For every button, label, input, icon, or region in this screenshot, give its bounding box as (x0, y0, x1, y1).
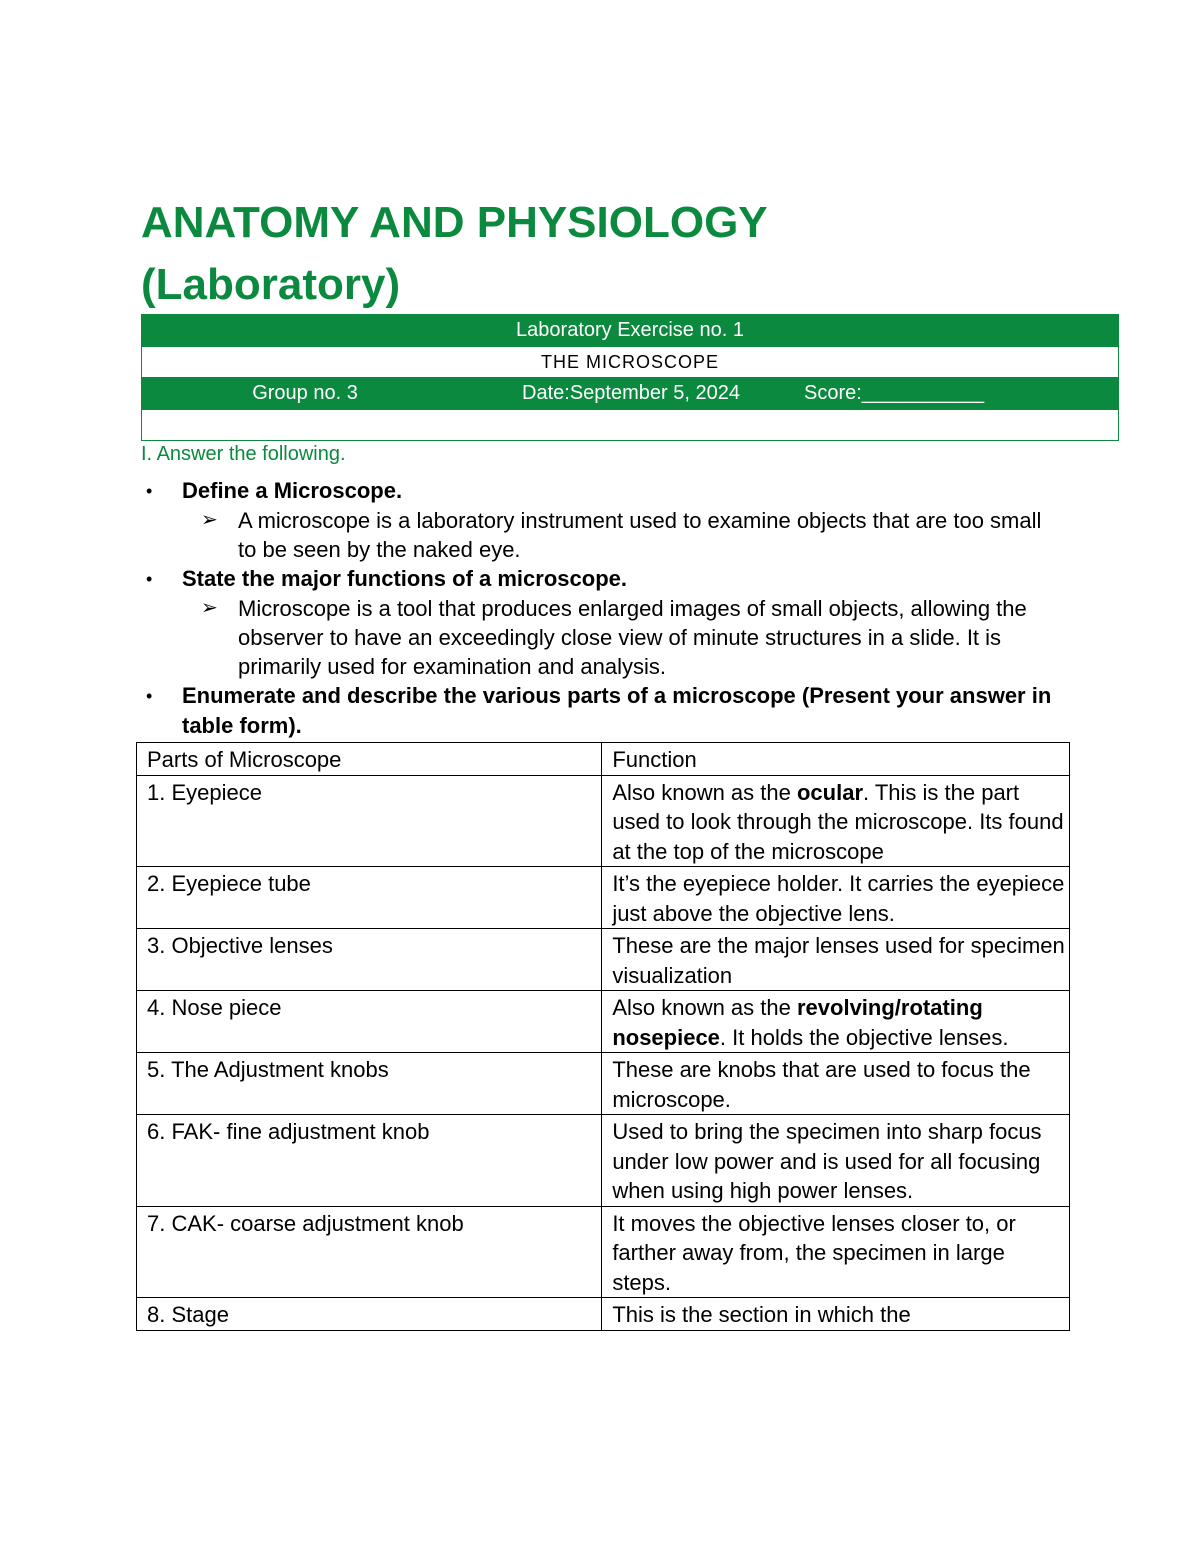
section-heading: I. Answer the following. (141, 443, 346, 465)
column-header-parts: Parts of Microscope (137, 743, 602, 776)
document-title (141, 192, 768, 316)
function-text: These are knobs that are used to focus the microscope. (612, 1057, 1031, 1112)
part-function-cell (602, 1298, 1070, 1331)
part-function-cell (602, 775, 1070, 867)
table-row (137, 1298, 1070, 1331)
part-function-cell (602, 867, 1070, 929)
function-term: ocular (796, 779, 864, 805)
table-row (137, 775, 1070, 867)
table-row (137, 867, 1070, 929)
part-function-cell (602, 1053, 1070, 1115)
exercise-date: Date:September 5, 2024 (522, 382, 740, 404)
part-name-cell: 7. CAK- coarse adjustment knob (137, 1206, 602, 1298)
part-name-cell: 4. Nose piece (137, 991, 602, 1053)
answer-item (201, 506, 1061, 564)
question-text: Enumerate and describe the various parts of a microscope (Present your answer in table form). (182, 683, 1052, 738)
part-name-cell: 6. FAK- fine adjustment knob (137, 1115, 602, 1207)
question-text: State the major functions of a microscope. (182, 566, 627, 591)
header-empty-row (142, 410, 1119, 441)
part-name-cell: 8. Stage (137, 1298, 602, 1331)
function-text: It moves the objective lenses closer to, or farther away from, the specimen in large steps. (612, 1210, 1016, 1295)
table-row (137, 1206, 1070, 1298)
function-text: Used to bring the specimen into sharp focus under low power and is used for all focusing when using high power lenses. (612, 1119, 1042, 1203)
function-text: This is the section in which the (612, 1302, 911, 1327)
exercise-number: Laboratory Exercise no. 1 (142, 315, 1119, 347)
table-row (137, 991, 1070, 1053)
exercise-header-table (141, 314, 1119, 441)
bullet-icon: • (146, 686, 153, 706)
part-name-cell: 5. The Adjustment knobs (137, 1053, 602, 1115)
function-text: These are the major lenses used for specimen visualization (612, 933, 1065, 988)
table-row (137, 929, 1070, 991)
question-item (141, 476, 1061, 506)
function-text: . It holds the objective lenses. (719, 1024, 1009, 1050)
part-name-cell: 1. Eyepiece (137, 775, 602, 867)
function-term: revolving/rotating nosepiece (612, 995, 983, 1050)
question-item (141, 564, 1061, 594)
bullet-icon: • (146, 569, 153, 589)
bullet-icon: • (146, 481, 153, 501)
answer-text: A microscope is a laboratory instrument used to examine objects that are too small to be seen by the naked eye. (238, 508, 1042, 562)
part-function-cell (602, 1206, 1070, 1298)
column-header-function: Function (602, 743, 1070, 776)
function-text: It’s the eyepiece holder. It carries the eyepiece just above the objective lens. (612, 871, 1065, 926)
title-line-2: (Laboratory) (141, 260, 401, 309)
part-function-cell (602, 991, 1070, 1053)
table-row (137, 1115, 1070, 1207)
part-name-cell: 3. Objective lenses (137, 929, 602, 991)
answer-item (201, 594, 1061, 681)
title-line-1: ANATOMY AND PHYSIOLOGY (141, 198, 768, 247)
function-text: Also known as the (612, 995, 797, 1020)
function-text: . This is the part used to look through the microscope. Its found at the top of the microscope (612, 779, 1064, 864)
answer-text: Microscope is a tool that produces enlarged images of small objects, allowing the observer to have an exceedingly close view of minute structures in a slide. It is primarily used for examination and analysis. (238, 596, 1027, 679)
part-name-cell: 2. Eyepiece tube (137, 867, 602, 929)
question-item (141, 681, 1061, 741)
part-function-cell (602, 929, 1070, 991)
score-field: Score:___________ (804, 382, 985, 404)
arrow-bullet-icon: ➢ (201, 509, 218, 531)
table-header-row (137, 743, 1070, 776)
function-text: Also known as the (612, 779, 797, 805)
question-text: Define a Microscope. (182, 478, 403, 503)
group-number: Group no. 3 (252, 382, 358, 404)
part-function-cell (602, 1115, 1070, 1207)
microscope-parts-table (136, 742, 1070, 1331)
table-row (137, 1053, 1070, 1115)
arrow-bullet-icon: ➢ (201, 597, 218, 619)
exercise-subject: THE MICROSCOPE (142, 347, 1119, 378)
questions-list (141, 476, 1061, 741)
